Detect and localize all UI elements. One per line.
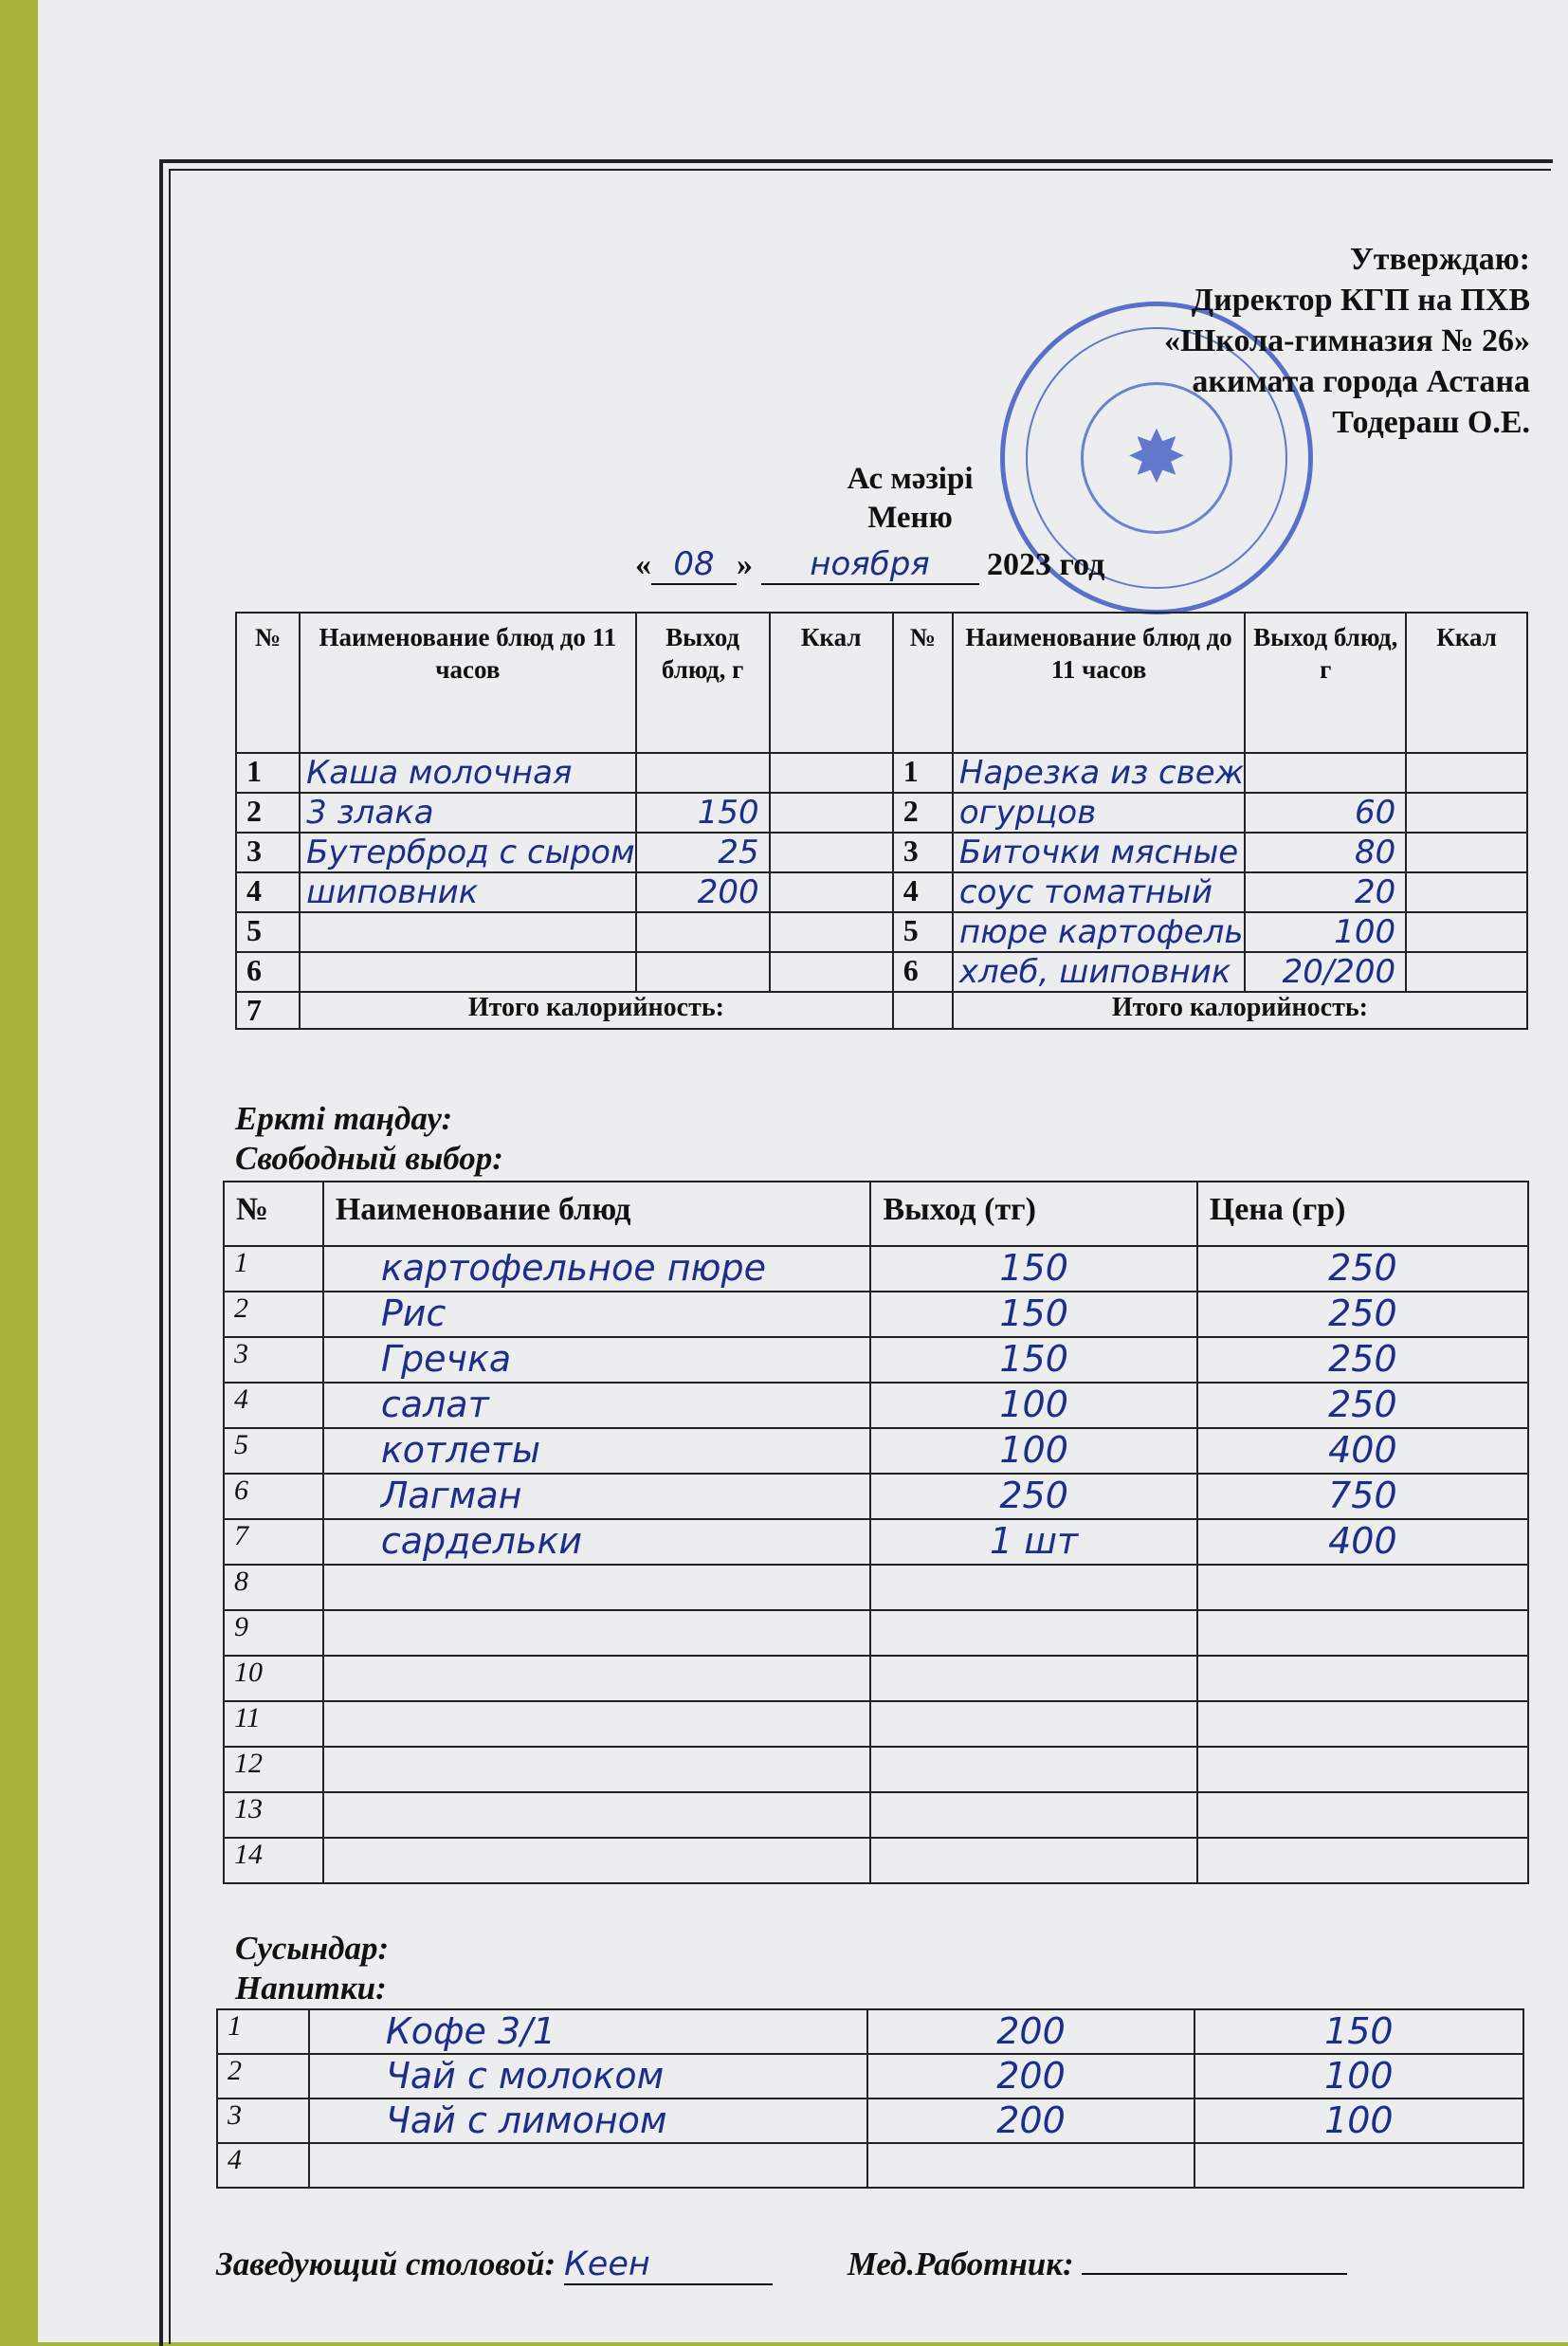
table-row (224, 1337, 1528, 1383)
dish-price (1197, 1747, 1528, 1792)
table-row (224, 1656, 1528, 1701)
date-year: 2023 год (987, 547, 1105, 582)
col-header: Ккал (1406, 613, 1527, 753)
table-row (224, 1246, 1528, 1292)
date-quote-open: « (635, 547, 651, 582)
dish-name (323, 1747, 871, 1792)
dish-output (870, 1656, 1196, 1701)
col-header: Цена (гр) (1197, 1182, 1528, 1246)
dish-output: 200 (867, 2054, 1194, 2099)
dish-output (867, 2143, 1194, 2188)
dish-price: 100 (1194, 2054, 1523, 2099)
table-row (217, 2054, 1523, 2099)
dish-name: соус томатный (953, 872, 1245, 912)
breakfast-lunch-table (235, 612, 1528, 1030)
dish-price (1197, 1701, 1528, 1747)
table-row (224, 1701, 1528, 1747)
row-number: 12 (224, 1747, 323, 1792)
dish-kcal (770, 872, 893, 912)
approval-line: Тодераш О.Е. (1332, 405, 1530, 440)
dish-output: 100 (870, 1383, 1196, 1428)
row-number: 3 (893, 833, 953, 872)
free-choice-label-kz: Еркті таңдау: (235, 1100, 453, 1137)
dish-output: 150 (636, 793, 770, 833)
dish-name: Кофе 3/1 (309, 2009, 867, 2054)
dish-price (1197, 1838, 1528, 1883)
date-month: ноября (761, 545, 979, 585)
dish-price: 750 (1197, 1474, 1528, 1519)
row-number: 2 (236, 793, 300, 833)
row-number: 5 (893, 912, 953, 952)
dish-name: Гречка (323, 1337, 871, 1383)
dish-output: 150 (870, 1292, 1196, 1337)
dish-price (1197, 1656, 1528, 1701)
dish-name: пюре картофель (953, 912, 1245, 952)
col-header: Выход блюд, г (1245, 613, 1406, 753)
row-number: 6 (236, 952, 300, 992)
row-number: 3 (217, 2099, 309, 2143)
dish-output (870, 1610, 1196, 1656)
row-number: 14 (224, 1838, 323, 1883)
dish-price: 250 (1197, 1292, 1528, 1337)
dish-price: 250 (1197, 1383, 1528, 1428)
col-header: № (893, 613, 953, 753)
free-choice-label-ru: Свободный выбор: (235, 1140, 503, 1177)
dish-price (1197, 1565, 1528, 1610)
row-number: 4 (236, 872, 300, 912)
table-row (236, 833, 1527, 872)
dish-output: 150 (870, 1246, 1196, 1292)
table-row (224, 1565, 1528, 1610)
dish-name: картофельное пюре (323, 1246, 871, 1292)
dish-kcal (770, 833, 893, 872)
dish-output: 1 шт (870, 1519, 1196, 1565)
table-row (217, 2009, 1523, 2054)
official-seal: ✸ (1000, 302, 1313, 614)
row-number: 13 (224, 1792, 323, 1838)
dish-kcal (770, 952, 893, 992)
dish-name: Биточки мясные (953, 833, 1245, 872)
row-number: 3 (224, 1337, 323, 1383)
dish-name: Чай с молоком (309, 2054, 867, 2099)
dish-output: 80 (1245, 833, 1406, 872)
dish-name: Бутерброд с сыром (300, 833, 636, 872)
row-number: 2 (893, 793, 953, 833)
col-header: Выход (тг) (870, 1182, 1196, 1246)
dish-name: Лагман (323, 1474, 871, 1519)
dish-kcal (1406, 912, 1527, 952)
drinks-table (216, 2008, 1524, 2189)
med-worker-label: Мед.Работник: (847, 2245, 1074, 2282)
table-row (224, 1610, 1528, 1656)
dish-kcal (1406, 952, 1527, 992)
dish-output: 200 (636, 872, 770, 912)
med-worker-signature-line (1082, 2273, 1347, 2275)
dish-kcal (770, 793, 893, 833)
footer-signatures (216, 2245, 1347, 2285)
dish-output: 100 (1245, 912, 1406, 952)
row-number: 4 (224, 1383, 323, 1428)
dish-name: 3 злака (300, 793, 636, 833)
dish-name: хлеб, шиповник (953, 952, 1245, 992)
table-row (224, 1838, 1528, 1883)
dish-output (636, 753, 770, 793)
dish-price: 150 (1194, 2009, 1523, 2054)
col-header: Наименование блюд (323, 1182, 871, 1246)
title-ru: Меню (867, 501, 953, 535)
dish-kcal (770, 912, 893, 952)
dish-price: 400 (1197, 1428, 1528, 1474)
dish-price: 250 (1197, 1246, 1528, 1292)
dish-price (1197, 1610, 1528, 1656)
row-number: 1 (217, 2009, 309, 2054)
table-row (217, 2143, 1523, 2188)
table-row (236, 793, 1527, 833)
dish-name: Нарезка из свеж (953, 753, 1245, 793)
dish-output (870, 1747, 1196, 1792)
dish-kcal (1406, 793, 1527, 833)
row-number: 9 (224, 1610, 323, 1656)
dish-kcal (1406, 753, 1527, 793)
dish-kcal (770, 753, 893, 793)
dish-output (636, 952, 770, 992)
dish-output: 20/200 (1245, 952, 1406, 992)
col-header: № (224, 1182, 323, 1246)
title-kz: Ас мәзірі (847, 462, 974, 496)
row-number: 10 (224, 1656, 323, 1701)
dish-name (309, 2143, 867, 2188)
dish-name: Чай с лимоном (309, 2099, 867, 2143)
page-title (758, 460, 1062, 538)
col-header: Наименование блюд до 11 часов (953, 613, 1245, 753)
row-number: 1 (236, 753, 300, 793)
col-header: № (236, 613, 300, 753)
dish-name: Рис (323, 1292, 871, 1337)
row-number: 11 (224, 1701, 323, 1747)
dish-output (870, 1792, 1196, 1838)
table-row (236, 753, 1527, 793)
dish-output: 60 (1245, 793, 1406, 833)
dish-output: 200 (867, 2009, 1194, 2054)
drinks-label-ru: Напитки: (235, 1970, 387, 2007)
dish-name (323, 1610, 871, 1656)
dish-name: сардельки (323, 1519, 871, 1565)
dish-output: 20 (1245, 872, 1406, 912)
dish-price: 250 (1197, 1337, 1528, 1383)
dish-output: 150 (870, 1337, 1196, 1383)
head-canteen-signature: Кеен (564, 2245, 773, 2285)
row-number: 2 (217, 2054, 309, 2099)
dish-output (1245, 753, 1406, 793)
approval-line: Утверждаю: (1349, 242, 1530, 277)
dish-name (300, 952, 636, 992)
row-number: 6 (224, 1474, 323, 1519)
row-number: 4 (893, 872, 953, 912)
table-row (224, 1383, 1528, 1428)
table-row (224, 1747, 1528, 1792)
row-number: 7 (224, 1519, 323, 1565)
col-header: Наименование блюд до 11 часов (300, 613, 636, 753)
approval-line: акимата города Астана (1192, 364, 1530, 399)
dish-name (323, 1838, 871, 1883)
table-row (224, 1292, 1528, 1337)
table-row (224, 1428, 1528, 1474)
dish-output: 100 (870, 1428, 1196, 1474)
approval-line: «Школа-гимназия № 26» (1163, 323, 1530, 358)
total-row (236, 992, 1527, 1029)
row-number: 7 (236, 992, 300, 1029)
row-number: 6 (893, 952, 953, 992)
dish-name (323, 1701, 871, 1747)
dish-name: Каша молочная (300, 753, 636, 793)
dish-price: 100 (1194, 2099, 1523, 2143)
row-number: 3 (236, 833, 300, 872)
empty-cell (893, 992, 953, 1029)
row-number: 8 (224, 1565, 323, 1610)
row-number: 5 (236, 912, 300, 952)
row-number: 1 (224, 1246, 323, 1292)
drinks-label-kz: Сусындар: (235, 1930, 390, 1967)
row-number: 2 (224, 1292, 323, 1337)
date-quote-close: » (737, 547, 753, 582)
total-calories-label: Итого калорийность: (300, 992, 893, 1029)
table-row (236, 872, 1527, 912)
col-header: Выход блюд, г (636, 613, 770, 753)
dish-price (1197, 1792, 1528, 1838)
row-number: 5 (224, 1428, 323, 1474)
dish-name (300, 912, 636, 952)
row-number: 1 (893, 753, 953, 793)
approval-line: Директор КГП на ПХВ (1191, 283, 1530, 318)
table-row (224, 1792, 1528, 1838)
total-calories-label: Итого калорийность: (953, 992, 1527, 1029)
table-row (236, 952, 1527, 992)
table-row (224, 1474, 1528, 1519)
dish-name: салат (323, 1383, 871, 1428)
dish-kcal (1406, 872, 1527, 912)
dish-output (870, 1565, 1196, 1610)
dish-price (1194, 2143, 1523, 2188)
dish-output: 200 (867, 2099, 1194, 2143)
head-canteen-label: Заведующий столовой: (216, 2245, 556, 2282)
dish-output (870, 1838, 1196, 1883)
menu-date (635, 545, 1104, 585)
col-header: Ккал (770, 613, 893, 753)
dish-name: котлеты (323, 1428, 871, 1474)
table-row (217, 2099, 1523, 2143)
table-row (236, 912, 1527, 952)
dish-name: огурцов (953, 793, 1245, 833)
free-choice-table (223, 1181, 1529, 1884)
dish-price: 400 (1197, 1519, 1528, 1565)
table-row (224, 1519, 1528, 1565)
dish-name (323, 1565, 871, 1610)
dish-name (323, 1792, 871, 1838)
dish-output: 250 (870, 1474, 1196, 1519)
dish-output: 25 (636, 833, 770, 872)
dish-output (870, 1701, 1196, 1747)
dish-kcal (1406, 833, 1527, 872)
dish-output (636, 912, 770, 952)
date-day: 08 (651, 545, 737, 585)
dish-name (323, 1656, 871, 1701)
approval-block (1164, 239, 1530, 443)
dish-name: шиповник (300, 872, 636, 912)
row-number: 4 (217, 2143, 309, 2188)
